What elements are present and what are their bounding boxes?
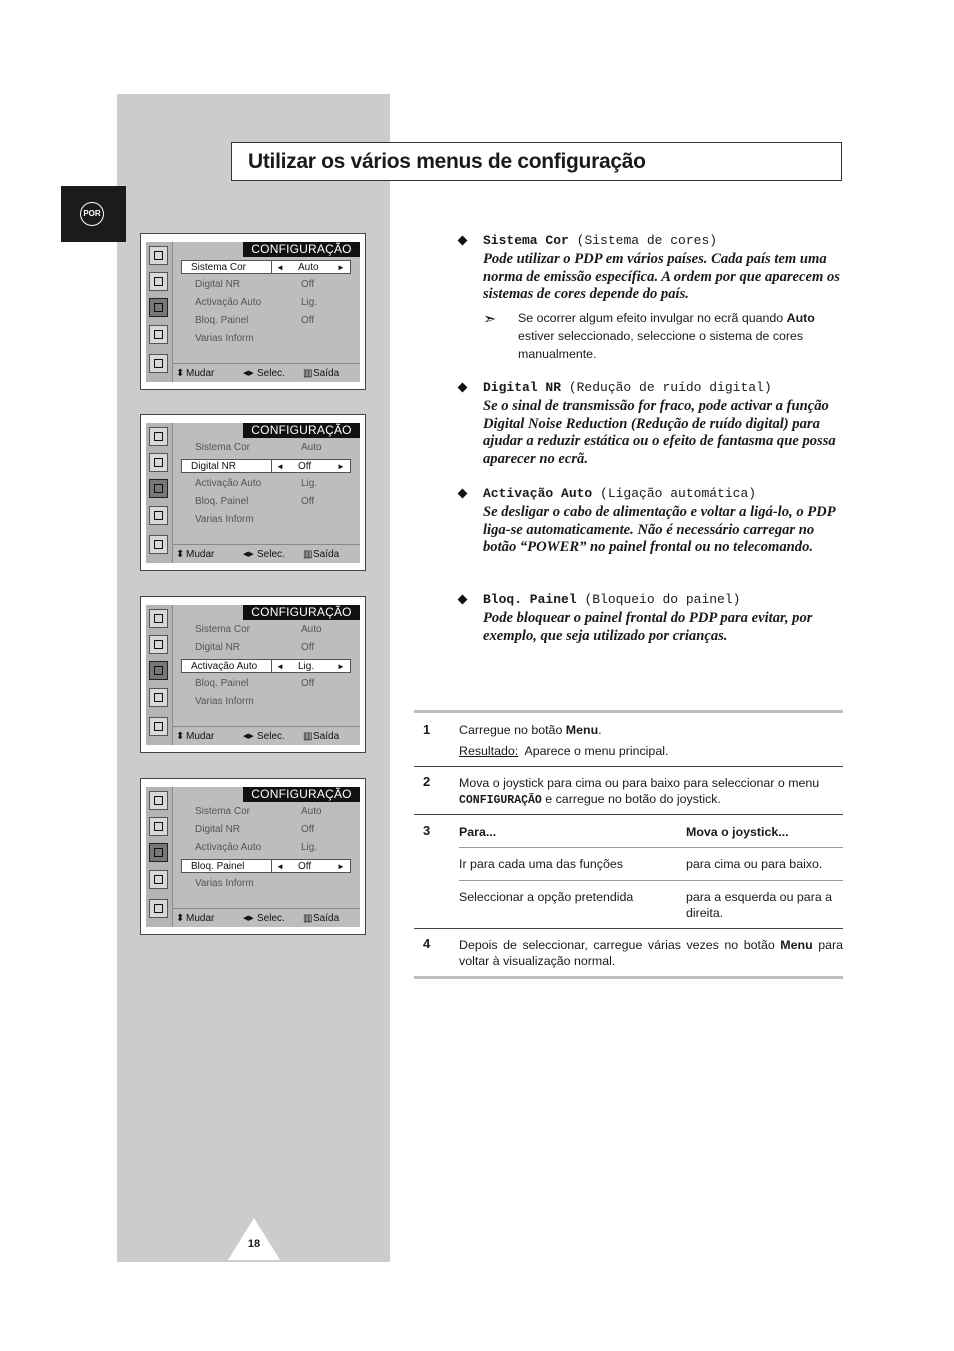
arrow-left-icon: ◄	[276, 263, 284, 272]
osd-menu-row	[181, 805, 351, 819]
osd-panel	[146, 242, 360, 382]
osd-row-value: Off	[298, 461, 312, 472]
osd-row-label: Bloq. Painel	[195, 496, 249, 507]
language-badge: POR	[80, 202, 104, 226]
bullet-body: Se o sinal de transmissão for fraco, pode activar a função Digital Noise Reduction (Redução de ruído digital) para ajudar a reduzir estática ou o efeito de fantasma que possa aparecer no ecrã.	[483, 398, 836, 468]
osd-panel	[146, 423, 360, 563]
osd-row-value: Lig.	[301, 297, 318, 308]
osd-menu-row	[181, 641, 351, 655]
step-number: 2	[423, 774, 431, 789]
osd-footer-label: Selec.	[257, 913, 285, 924]
bullet-key: Bloq. Painel	[483, 592, 577, 607]
osd-title: CONFIGURAÇÃO	[243, 423, 360, 438]
setup-hand-icon	[149, 661, 168, 680]
menu-icon: ▥	[303, 731, 313, 742]
note-text: Se ocorrer algum efeito invulgar no ecrã quando Auto estiver seleccionado, seleccione o sistema de cores manualmente.	[518, 311, 815, 361]
osd-screen	[140, 414, 366, 571]
osd-row-label: Activação Auto	[191, 661, 258, 672]
arrow-right-icon: ►	[337, 862, 345, 871]
osd-row-label: Bloq. Painel	[195, 315, 249, 326]
tv-picture-icon	[149, 246, 168, 265]
pip-icon	[149, 354, 168, 373]
osd-icon-bar	[146, 423, 173, 563]
step-number: 3	[423, 823, 431, 838]
osd-footer-label: Selec.	[257, 731, 285, 742]
osd-menu-row	[181, 332, 351, 346]
col-header-para: Para...	[459, 825, 497, 839]
osd-row-label: Activação Auto	[195, 297, 262, 308]
divider	[271, 261, 272, 273]
left-right-arrow-icon: ◀▶	[243, 733, 254, 740]
osd-row-label: Digital NR	[195, 824, 241, 835]
osd-screen	[140, 778, 366, 935]
osd-footer-label: Saída	[313, 549, 340, 560]
title-box	[231, 142, 842, 181]
arrow-right-icon: ►	[337, 662, 345, 671]
pip-icon	[149, 717, 168, 736]
osd-row-value: Auto	[301, 442, 322, 453]
sub-cell-b: para a esquerda ou para a direita.	[686, 890, 833, 920]
language-tab	[61, 186, 126, 242]
osd-title: CONFIGURAÇÃO	[243, 605, 360, 620]
page-number: 18	[247, 1238, 261, 1250]
step-4	[414, 929, 843, 976]
osd-row-label: Sistema Cor	[195, 442, 251, 453]
sub-cell-b: para cima ou para baixo.	[686, 857, 823, 871]
osd-menu-row	[181, 513, 351, 527]
osd-row-value: Off	[301, 824, 315, 835]
sound-equalizer-icon	[149, 453, 168, 472]
osd-row-label: Varias Inform	[195, 514, 254, 525]
arrow-left-icon: ◄	[276, 662, 284, 671]
osd-footer-label: Mudar	[186, 731, 215, 742]
bullet-activacao-auto	[459, 486, 849, 557]
bullet-body: Pode bloquear o painel frontal do PDP para evitar, por exemplo, que seja utilizado por crianças.	[483, 610, 813, 644]
osd-icon-bar	[146, 242, 173, 382]
osd-row-label: Sistema Cor	[195, 624, 251, 635]
osd-row-label: Activação Auto	[195, 842, 262, 853]
osd-row-value: Off	[301, 315, 315, 326]
bullet-key-sub: (Bloqueio do painel)	[584, 592, 741, 607]
tv-picture-icon	[149, 791, 168, 810]
osd-row-label: Varias Inform	[195, 878, 254, 889]
divider	[271, 460, 272, 472]
step-number: 1	[423, 722, 431, 737]
osd-panel	[146, 787, 360, 927]
osd-footer	[173, 544, 360, 564]
osd-footer-label: Mudar	[186, 913, 215, 924]
sound-equalizer-icon	[149, 635, 168, 654]
step-text: Depois de seleccionar, carregue várias vezes no botão Menu para voltar à visualização normal.	[459, 938, 844, 968]
osd-footer-label: Saída	[313, 731, 340, 742]
osd-footer	[173, 908, 360, 928]
osd-row-label: Digital NR	[191, 461, 237, 472]
sub-cell-a: Ir para cada uma das funções	[459, 857, 623, 871]
osd-screen	[140, 596, 366, 753]
osd-menu-row	[181, 695, 351, 709]
osd-menu-row	[181, 859, 351, 873]
osd-footer-label: Mudar	[186, 549, 215, 560]
menu-icon: ▥	[303, 913, 313, 924]
osd-footer-label: Saída	[313, 913, 340, 924]
osd-row-label: Sistema Cor	[195, 806, 251, 817]
osd-menu-row	[181, 877, 351, 891]
divider	[271, 860, 272, 872]
step-text: Carregue no botão Menu.	[459, 723, 602, 737]
osd-row-label: Varias Inform	[195, 333, 254, 344]
osd-menu-row	[181, 495, 351, 509]
osd-menu-row	[181, 677, 351, 691]
left-right-arrow-icon: ◀▶	[243, 551, 254, 558]
osd-footer	[173, 726, 360, 746]
step-number: 4	[423, 936, 431, 951]
arrow-right-icon: ►	[337, 263, 345, 272]
up-down-arrow-icon: ⬍	[176, 913, 185, 924]
osd-icon-bar	[146, 605, 173, 745]
osd-title: CONFIGURAÇÃO	[243, 787, 360, 802]
osd-row-value: Lig.	[301, 478, 318, 489]
menu-icon: ▥	[303, 368, 313, 379]
osd-row-value: Off	[298, 861, 312, 872]
osd-screen	[140, 233, 366, 390]
setup-hand-icon	[149, 479, 168, 498]
note	[483, 309, 843, 363]
setup-hand-icon	[149, 843, 168, 862]
divider	[414, 976, 843, 979]
tv-picture-icon	[149, 427, 168, 446]
osd-menu-row	[181, 278, 351, 292]
osd-menu-row	[181, 841, 351, 855]
divider	[271, 660, 272, 672]
osd-row-value: Off	[301, 678, 315, 689]
bullet-key-sub: (Sistema de cores)	[576, 233, 718, 248]
osd-menu-row	[181, 659, 351, 673]
bullet-key: Digital NR	[483, 380, 562, 395]
osd-row-label: Bloq. Painel	[191, 861, 245, 872]
osd-row-label: Sistema Cor	[191, 262, 247, 273]
osd-footer-label: Saída	[313, 368, 340, 379]
diamond-bullet-icon	[458, 236, 468, 246]
sub-row	[459, 880, 843, 929]
arrow-right-icon: ►	[337, 462, 345, 471]
up-down-arrow-icon: ⬍	[176, 549, 185, 560]
diamond-bullet-icon	[458, 489, 468, 499]
bullet-bloq-painel	[459, 592, 849, 645]
sound-equalizer-icon	[149, 817, 168, 836]
osd-menu-row	[181, 477, 351, 491]
tv-picture-icon	[149, 609, 168, 628]
step-text: Mova o joystick para cima ou para baixo para seleccionar o menu CONFIGURAÇÃO e carregue no botão do joystick.	[459, 776, 820, 807]
bullet-key-sub: (Redução de ruído digital)	[568, 380, 772, 395]
osd-title: CONFIGURAÇÃO	[243, 242, 360, 257]
step-1	[414, 713, 843, 767]
diamond-bullet-icon	[458, 595, 468, 605]
step-result: Resultado: Aparece o menu principal.	[459, 744, 669, 758]
note-arrow-icon: ➣	[483, 311, 497, 328]
osd-row-label: Bloq. Painel	[195, 678, 249, 689]
bullet-sistema-cor	[459, 233, 849, 304]
osd-menu-row	[181, 623, 351, 637]
steps-table	[414, 710, 843, 979]
osd-footer-label: Selec.	[257, 368, 285, 379]
bullet-key-sub: (Ligação automática)	[600, 486, 757, 501]
osd-row-value: Auto	[298, 262, 319, 273]
arrow-left-icon: ◄	[276, 862, 284, 871]
clock-icon	[149, 870, 168, 889]
up-down-arrow-icon: ⬍	[176, 368, 185, 379]
setup-hand-icon	[149, 298, 168, 317]
osd-footer-label: Selec.	[257, 549, 285, 560]
osd-row-value: Auto	[301, 806, 322, 817]
menu-icon: ▥	[303, 549, 313, 560]
osd-row-value: Lig.	[298, 661, 315, 672]
osd-row-value: Off	[301, 279, 315, 290]
osd-footer-label: Mudar	[186, 368, 215, 379]
bullet-key: Activação Auto	[483, 486, 593, 501]
osd-panel	[146, 605, 360, 745]
sub-row	[459, 847, 843, 880]
osd-row-value: Lig.	[301, 842, 318, 853]
step-2	[414, 767, 843, 815]
osd-row-label: Activação Auto	[195, 478, 262, 489]
osd-row-value: Off	[301, 496, 315, 507]
osd-row-label: Digital NR	[195, 642, 241, 653]
osd-row-label: Varias Inform	[195, 696, 254, 707]
page-title: Utilizar os vários menus de configuração	[248, 150, 646, 173]
up-down-arrow-icon: ⬍	[176, 731, 185, 742]
sound-equalizer-icon	[149, 272, 168, 291]
osd-row-value: Auto	[301, 624, 322, 635]
osd-footer	[173, 363, 360, 383]
left-right-arrow-icon: ◀▶	[243, 915, 254, 922]
arrow-left-icon: ◄	[276, 462, 284, 471]
osd-icon-bar	[146, 787, 173, 927]
osd-menu-row	[181, 296, 351, 310]
clock-icon	[149, 506, 168, 525]
osd-menu-row	[181, 459, 351, 473]
col-header-mova: Mova o joystick...	[686, 825, 789, 839]
osd-row-value: Off	[301, 642, 315, 653]
osd-menu-row	[181, 314, 351, 328]
osd-row-label: Digital NR	[195, 279, 241, 290]
pip-icon	[149, 535, 168, 554]
bullet-digital-nr	[459, 380, 849, 469]
diamond-bullet-icon	[458, 383, 468, 393]
pip-icon	[149, 899, 168, 918]
bullet-body: Pode utilizar o PDP em vários países. Cada país tem uma norma de emissão específica. A ordem por que aparecem os sistemas de cores depende do país.	[483, 251, 840, 303]
osd-menu-row	[181, 441, 351, 455]
osd-menu-row	[181, 823, 351, 837]
step-3	[414, 815, 843, 929]
bullet-key: Sistema Cor	[483, 233, 569, 248]
clock-icon	[149, 688, 168, 707]
clock-icon	[149, 325, 168, 344]
left-right-arrow-icon: ◀▶	[243, 370, 254, 377]
sub-cell-a: Seleccionar a opção pretendida	[459, 890, 634, 904]
bullet-body: Se desligar o cabo de alimentação e voltar a ligá-lo, o PDP liga-se automaticamente. Não é necessário carregar no botão “POWER” no painel frontal ou no telecomando.	[483, 504, 836, 556]
osd-menu-row	[181, 260, 351, 274]
